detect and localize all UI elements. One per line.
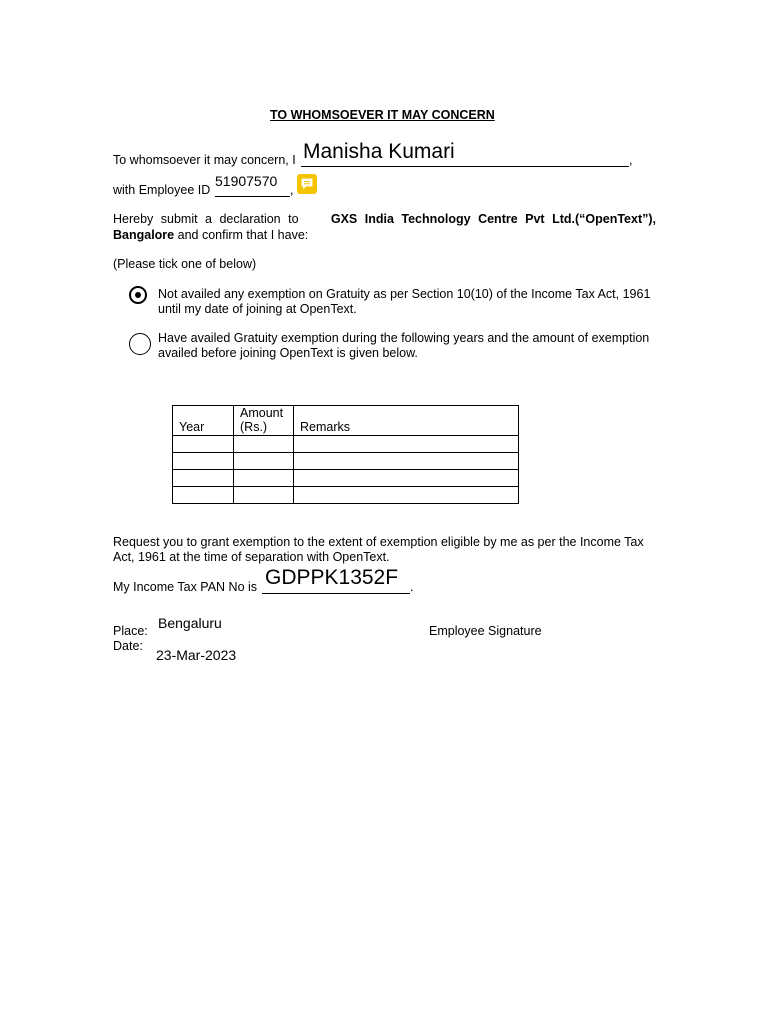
comment-note-icon[interactable]: [297, 174, 317, 194]
request-line-1: Request you to grant exemption to the extent of exemption eligible by me as per the Income Tax: [113, 535, 644, 549]
amount-cell[interactable]: [234, 470, 294, 487]
date-label: Date:: [113, 639, 143, 653]
option-availed-line-1: Have availed Gratuity exemption during the following years and the amount of exemption: [158, 331, 650, 345]
tick-instruction: (Please tick one of below): [113, 257, 257, 271]
table-row: [173, 453, 519, 470]
company-city: Bangalore: [113, 228, 175, 242]
employee-id-prefix: with Employee ID: [113, 183, 211, 197]
company-name: GXS India Technology Centre Pvt Ltd.(“OpenText”),: [330, 212, 656, 226]
year-cell[interactable]: [173, 487, 234, 504]
option-not-availed-line-1: Not availed any exemption on Gratuity as per Section 10(10) of the Income Tax Act, 1961: [158, 287, 651, 301]
declaration-confirm: and confirm that I have:: [177, 228, 309, 242]
declaration-line-1: [113, 212, 656, 227]
radio-selected-dot: [135, 292, 141, 298]
pan-prefix: My Income Tax PAN No is: [113, 580, 258, 594]
name-suffix: ,: [629, 153, 633, 167]
date-field[interactable]: 23-Mar-2023: [156, 647, 237, 663]
option-availed-radio[interactable]: [129, 333, 151, 355]
header-year: Year: [173, 406, 234, 436]
option-not-availed-radio[interactable]: [129, 286, 147, 304]
employee-id-field[interactable]: 51907570: [215, 173, 278, 189]
table-header-row: [173, 406, 519, 436]
remarks-cell[interactable]: [294, 470, 519, 487]
table-row: [173, 470, 519, 487]
employee-signature-label: Employee Signature: [429, 624, 542, 638]
gratuity-exemption-table: [172, 405, 519, 504]
header-remarks: Remarks: [294, 406, 519, 436]
option-not-availed-line-2: until my date of joining at OpenText.: [158, 302, 357, 316]
remarks-cell[interactable]: [294, 487, 519, 504]
year-cell[interactable]: [173, 436, 234, 453]
remarks-cell[interactable]: [294, 453, 519, 470]
year-cell[interactable]: [173, 453, 234, 470]
place-label: Place:: [113, 624, 148, 638]
header-amount: [234, 406, 294, 436]
declaration-line-2: [113, 228, 308, 243]
header-amount-line-1: Amount: [240, 406, 284, 420]
table-row: [173, 436, 519, 453]
table-row: [173, 487, 519, 504]
declaration-text: Hereby submit a declaration to: [113, 212, 299, 226]
place-field[interactable]: Bengaluru: [158, 615, 222, 631]
employee-id-suffix: ,: [290, 183, 294, 197]
amount-cell[interactable]: [234, 436, 294, 453]
header-amount-line-2: (Rs.): [240, 420, 268, 434]
request-line-2: Act, 1961 at the time of separation with OpenText.: [113, 550, 390, 564]
employee-name-field[interactable]: Manisha Kumari: [303, 140, 455, 163]
document-title: TO WHOMSOEVER IT MAY CONCERN: [270, 108, 495, 122]
option-availed-line-2: availed before joining OpenText is given below.: [158, 346, 418, 360]
pan-suffix: .: [410, 580, 414, 594]
amount-cell[interactable]: [234, 487, 294, 504]
year-cell[interactable]: [173, 470, 234, 487]
amount-cell[interactable]: [234, 453, 294, 470]
concern-prefix: To whomsoever it may concern, I: [113, 153, 296, 167]
pan-number-field[interactable]: GDPPK1352F: [265, 566, 399, 589]
remarks-cell[interactable]: [294, 436, 519, 453]
